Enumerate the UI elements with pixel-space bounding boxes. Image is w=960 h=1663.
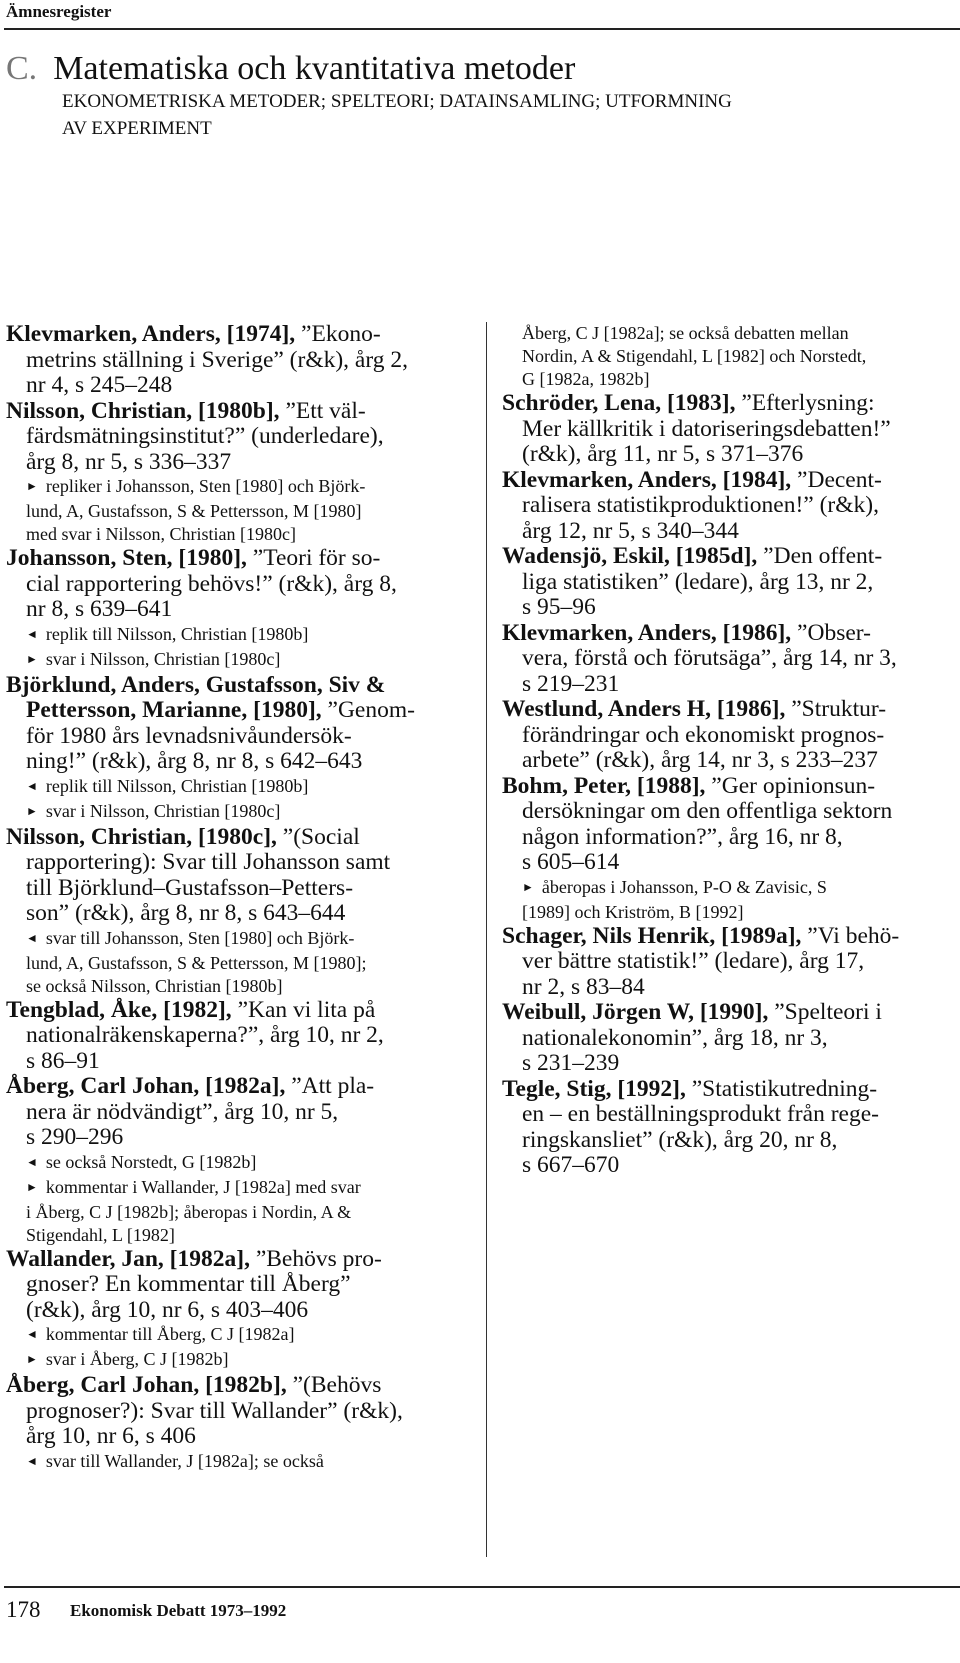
continued-reference: Åberg, C J [1982a]; se också debatten mellan Nordin, A & Stigendahl, L [1982] och Norstedt, G [1982a, 1982b] [522,323,867,389]
entry-author-year: Åberg, Carl Johan, [1982a], [6,1073,286,1099]
cross-reference [6,927,476,998]
triangle-left-icon: ◄ [26,778,38,793]
entry-author-year: Nilsson, Christian, [1980c], [6,823,277,850]
entry-citation: ”Teori för so- cial rapportering behövs!” (r&k), årg 8, nr 8, s 639–641 [26,545,397,622]
entry-citation: ”Kan vi lita på nationalräkenskaperna?”, årg 10, nr 2, s 86–91 [26,996,384,1074]
header-rule [4,28,960,30]
entry-citation: ”Spelteori i nationalekonomin”, årg 18, nr 3, s 231–239 [522,999,882,1076]
entry-author-year: Tegle, Stig, [1992], [502,1075,686,1102]
index-entry [502,1000,957,1077]
entry-author-year: Åberg, Carl Johan, [1982b], [6,1372,287,1398]
cross-reference-text: replik till Nilsson, Christian [1980b] [45,775,309,796]
page-number: 178 [6,1597,41,1622]
entry-author-year: Nilsson, Christian, [1980b], [6,397,280,424]
index-entry [6,1247,476,1324]
cross-reference-text: kommentar till Åberg, C J [1982a] [45,1324,295,1344]
cross-reference [6,648,476,673]
cross-reference [6,800,476,825]
entry-author-year: Tengblad, Åke, [1982], [6,996,232,1023]
index-entry [502,774,957,876]
entry-citation: ”Struktur- förändringar och ekonomiskt prognos- arbete” (r&k), årg 14, nr 3, s 233–237 [522,696,887,773]
section-subtitle: EKONOMETRISKA METODER; SPELTEORI; DATAINSAMLING; UTFORMNING AV EXPERIMENT [62,91,732,139]
cross-reference [6,623,476,648]
entry-author-year: Johansson, Sten, [1980], [6,545,247,571]
cross-reference-text: kommentar i Wallander, J [1982a] med svar i Åberg, C J [1982b]; åberopas i Nordin, A & Stigendahl, L [1982] [26,1176,361,1245]
triangle-right-icon: ► [26,651,38,666]
entry-citation: ”Efterlysning: Mer källkritik i datoriseringsdebatten!” (r&k), årg 11, nr 5, s 371–376 [522,390,891,467]
entry-citation: ”Ett väl- färdsmätningsinstitut?” (underledare), årg 8, nr 5, s 336–337 [26,397,384,475]
section-title [6,50,575,88]
entry-author-year: Klevmarken, Anders, [1974], [6,321,296,347]
triangle-left-icon: ◄ [26,626,38,641]
entry-citation: ”Ekono- metrins ställning i Sverige” (r&k), årg 2, nr 4, s 245–248 [26,321,409,398]
publication-title: Ekonomisk Debatt 1973–1992 [70,1601,287,1620]
entry-citation: ”Obser- vera, förstå och förutsäga”, årg 14, nr 3, s 219–231 [522,619,897,697]
column-divider [486,322,487,1557]
index-entry [502,544,957,621]
index-entry [6,673,476,775]
triangle-left-icon: ◄ [26,1154,38,1169]
index-entry [502,697,957,774]
index-entry [6,998,476,1075]
entry-citation: ”Ger opinionsun- dersökningar om den offentliga sektorn någon information?”, årg 16, nr 8, s 605–614 [522,772,893,875]
index-entry [502,391,957,468]
cross-reference-text: svar till Johansson, Sten [1980] och Björk- lund, A, Gustafsson, S & Pettersson, M [1980]; se också Nilsson, Christian [1980b] [26,927,367,996]
footer-rule [4,1586,960,1588]
index-entry [502,924,957,1001]
right-column [502,322,957,1179]
entry-citation: ”(Behövs prognoser?): Svar till Wallander” (r&k), årg 10, nr 6, s 406 [26,1372,403,1449]
entry-author-year: Schröder, Lena, [1983], [502,390,736,416]
triangle-left-icon: ◄ [26,1453,38,1468]
entry-author-year: Klevmarken, Anders, [1984], [502,466,792,493]
entry-citation: ”Den offent- liga statistiken” (ledare), årg 13, nr 2, s 95–96 [522,543,883,620]
cross-reference-text: svar i Nilsson, Christian [1980c] [45,648,281,669]
index-entry [6,1373,476,1450]
entry-citation: ”(Social rapportering): Svar till Johansson samt till Björklund–Gustafsson–Petters- son” (r&k), årg 8, nr 8, s 643–644 [26,823,391,926]
entry-citation: ”Statistikutredning- en – en beställningsprodukt från rege- ringskansliet” (r&k), årg 20, nr 8, s 667–670 [522,1075,879,1178]
cross-reference-text: svar i Nilsson, Christian [1980c] [45,800,281,821]
cross-reference [6,775,476,800]
triangle-right-icon: ► [26,1352,38,1366]
triangle-right-icon: ► [26,1179,38,1194]
index-entry [502,468,957,545]
triangle-right-icon: ► [26,803,38,818]
index-entry [502,1077,957,1179]
entry-author-year: Wadensjö, Eskil, [1985d], [502,543,758,569]
entry-author-year: Bohm, Peter, [1988], [502,772,706,799]
index-entry [6,546,476,623]
entry-author-year: Björklund, Anders, Gustafsson, Siv & Pettersson, Marianne, [1980], [6,671,386,723]
cross-reference-text: svar i Åberg, C J [1982b] [45,1349,229,1369]
running-head: Ämnesregister [6,2,112,21]
entry-citation: ”Decent- ralisera statistikproduktionen!” (r&k), årg 12, nr 5, s 340–344 [522,466,882,544]
entry-author-year: Westlund, Anders H, [1986], [502,696,786,722]
section-letter: C. [6,50,38,87]
section-title-text: Matematiska och kvantitativa metoder [53,50,576,87]
index-entry [6,825,476,927]
entry-citation: ”Att pla- nera är nödvändigt”, årg 10, nr 5, s 290–296 [26,1073,375,1150]
index-entry [6,322,476,399]
cross-reference [502,876,957,924]
index-entry [502,621,957,698]
index-entry [6,399,476,476]
cross-reference [6,1323,476,1348]
entry-author-year: Wallander, Jan, [1982a], [6,1245,250,1272]
entry-author-year: Schager, Nils Henrik, [1989a], [502,922,802,949]
cross-reference [6,1176,476,1247]
entry-citation: ”Vi behö- ver bättre statistik!” (ledare), årg 17, nr 2, s 83–84 [522,922,900,1000]
cross-reference [6,1450,476,1475]
cross-reference-text: replik till Nilsson, Christian [1980b] [45,623,309,644]
entry-author-year: Weibull, Jörgen W, [1990], [502,999,769,1025]
cross-reference-text: repliker i Johansson, Sten [1980] och Björk- lund, A, Gustafsson, S & Pettersson, M [1980] med svar i Nilsson, Christian [1980c] [26,476,366,544]
cross-reference [6,475,476,546]
entry-citation: ”Behövs pro- gnoser? En kommentar till Åberg” (r&k), årg 10, nr 6, s 403–406 [26,1245,382,1323]
triangle-right-icon: ► [522,879,534,894]
cross-reference [6,1151,476,1176]
cross-reference-text: svar till Wallander, J [1982a]; se också [45,1450,324,1471]
triangle-right-icon: ► [26,479,38,493]
triangle-left-icon: ◄ [26,1327,38,1341]
entry-citation: ”Genom- för 1980 års levnadsnivåundersök- ning!” (r&k), årg 8, nr 8, s 642–643 [26,697,415,774]
cross-reference-text: åberopas i Johansson, P-O & Zavisic, S [1989] och Kriström, B [1992] [522,876,827,922]
entry-author-year: Klevmarken, Anders, [1986], [502,619,792,646]
triangle-left-icon: ◄ [26,930,38,945]
left-column [6,322,476,1475]
index-entry [6,1074,476,1151]
cross-reference [6,1348,476,1373]
cross-reference-text: se också Norstedt, G [1982b] [45,1151,257,1172]
